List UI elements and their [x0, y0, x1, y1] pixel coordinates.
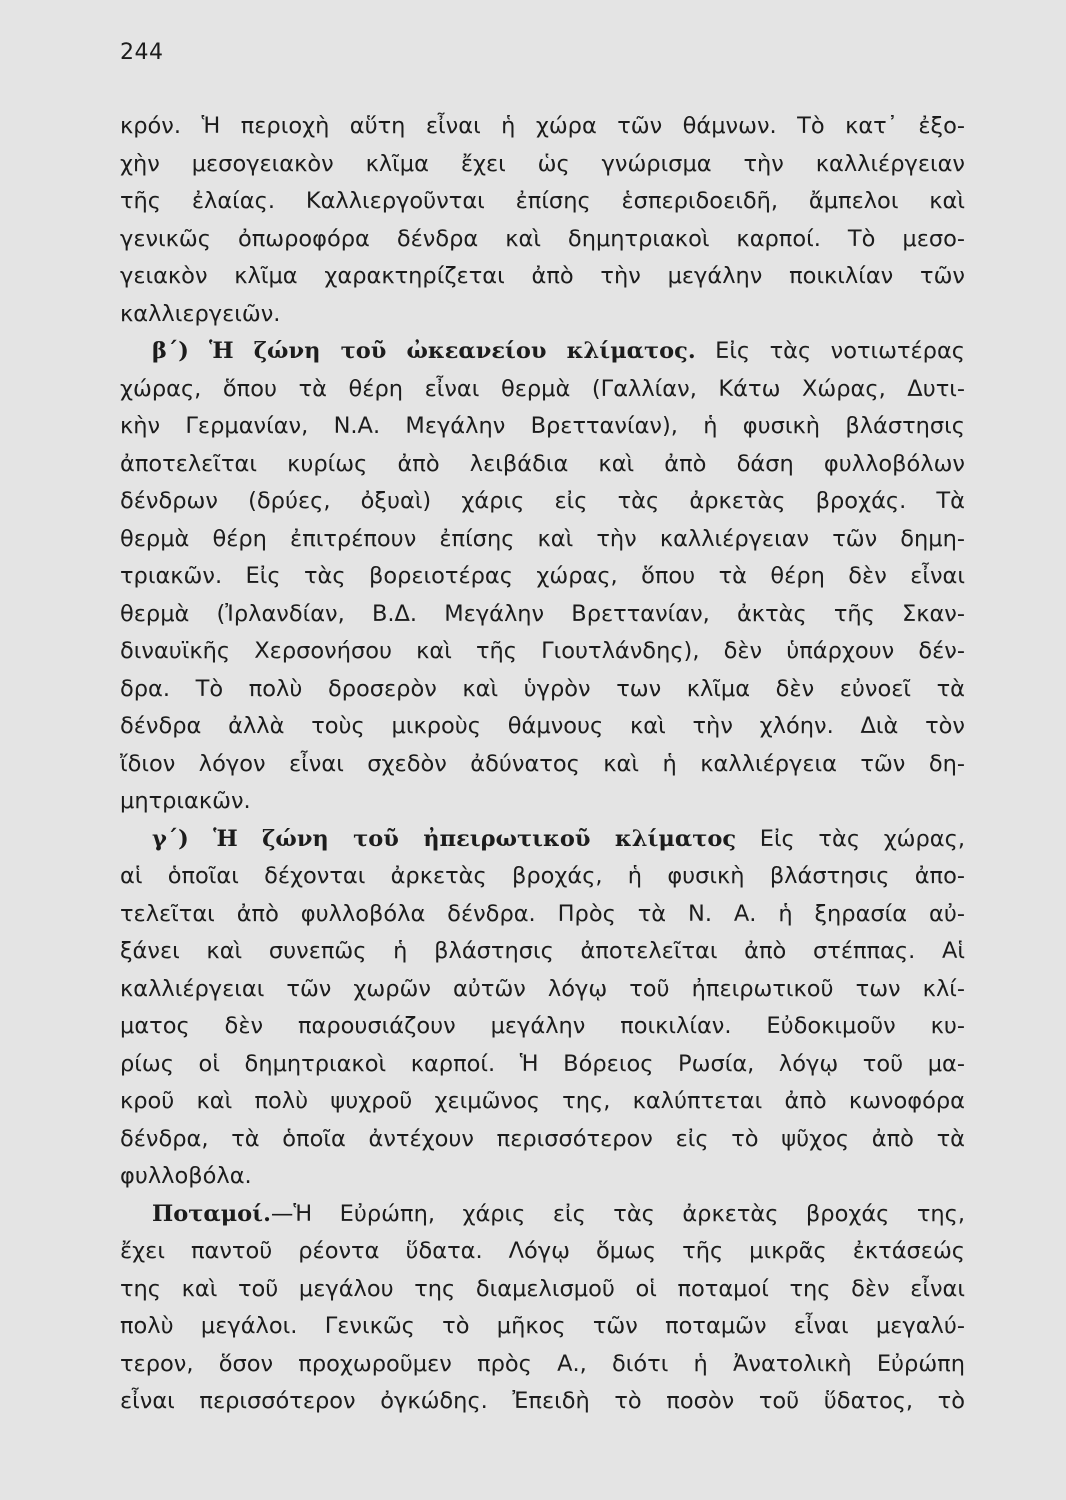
text-line: τελεῖται ἀπὸ φυλλοβόλα δένδρα. Πρὸς τὰ Ν. Α. ἡ ξηρασία αὐ- — [120, 900, 965, 927]
section-heading-rivers: Ποταμοί. — [152, 1200, 271, 1227]
text-line: δρα. Τὸ πολὺ δροσερὸν καὶ ὑγρὸν των κλῖμα δὲν εὐνοεῖ τὰ — [120, 675, 965, 702]
text-line: φυλλοβόλα. — [120, 1163, 252, 1189]
text-line: ρίως οἱ δημητριακοὶ καρποί. Ἡ Βόρειος Ρωσία, λόγῳ τοῦ μα- — [120, 1050, 965, 1077]
text-line: κροῦ καὶ πολὺ ψυχροῦ χειμῶνος της, καλύπτεται ἀπὸ κωνοφόρα — [120, 1088, 965, 1114]
text-line: τριακῶν. Εἰς τὰς βορειοτέρας χώρας, ὅπου τὰ θέρη δὲν εἶναι — [120, 563, 965, 589]
text-line: ξάνει καὶ συνεπῶς ἡ βλάστησις ἀποτελεῖται ἀπὸ στέππας. Αἱ — [120, 938, 965, 964]
text-line: πολὺ μεγάλοι. Γενικῶς τὸ μῆκος τῶν ποταμῶν εἶναι μεγαλύ- — [120, 1313, 965, 1339]
text-line: καλλιεργειῶν. — [120, 300, 281, 327]
text-line: μητριακῶν. — [120, 788, 251, 814]
text-line: κρόν. Ἡ περιοχὴ αὕτη εἶναι ἡ χώρα τῶν θάμνων. Τὸ κατ᾽ ἐξο- — [120, 113, 965, 139]
text-line: χὴν μεσογειακὸν κλῖμα ἔχει ὡς γνώρισμα τὴν καλλιέργειαν — [120, 150, 965, 177]
body-text — [120, 108, 965, 1421]
section-heading-oceanic-climate: β΄) Ἡ ζώνη τοῦ ὠκεανείου κλίματος. — [152, 338, 696, 364]
text-line: διναυϊκῆς Χερσονήσου καὶ τῆς Γιουτλάνδης), δὲν ὑπάρχουν δέν- — [120, 638, 965, 664]
text-line: δένδρων (δρύες, ὀξυαὶ) χάρις εἰς τὰς ἀρκετὰς βροχάς. Τὰ — [120, 488, 965, 514]
text-line: χώρας, ὅπου τὰ θέρη εἶναι θερμὰ (Γαλλίαν, Κάτω Χώρας, Δυτι- — [120, 375, 965, 402]
text-line: γενικῶς ὀπωροφόρα δένδρα καὶ δημητριακοὶ καρποί. Τὸ μεσο- — [120, 225, 965, 252]
text-line: δένδρα ἀλλὰ τοὺς μικροὺς θάμνους καὶ τὴν χλόην. Διὰ τὸν — [120, 713, 965, 739]
text-line: γειακὸν κλῖμα χαρακτηρίζεται ἀπὸ τὴν μεγάλην ποικιλίαν τῶν — [120, 263, 965, 289]
section-heading-line: γ΄) Ἡ ζώνη τοῦ ἠπειρωτικοῦ κλίματος Εἰς τὰς χώρας, — [152, 825, 965, 852]
text-line: δένδρα, τὰ ὁποῖα ἀντέχουν περισσότερον εἰς τὸ ψῦχος ἀπὸ τὰ — [120, 1125, 965, 1152]
text-line: ἴδιον λόγον εἶναι σχεδὸν ἀδύνατος καὶ ἡ καλλιέργεια τῶν δη- — [120, 750, 965, 777]
page-number: 244 — [120, 40, 164, 65]
text-line: εἶναι περισσότερον ὀγκώδης. Ἐπειδὴ τὸ ποσὸν τοῦ ὕδατος, τὸ — [120, 1388, 965, 1414]
text-line: τερον, ὅσον προχωροῦμεν πρὸς Α., διότι ἡ Ἀνατολικὴ Εὐρώπη — [120, 1350, 965, 1377]
section-heading-line: β΄) Ἡ ζώνη τοῦ ὠκεανείου κλίματος. Εἰς τὰς νοτιωτέρας — [152, 338, 965, 364]
text-line: ματος δὲν παρουσιάζουν μεγάλην ποικιλίαν. Εὐδοκιμοῦν κυ- — [120, 1013, 965, 1039]
section-heading-continental-climate: γ΄) Ἡ ζώνη τοῦ ἠπειρωτικοῦ κλίματος — [152, 825, 737, 852]
section-heading-line: Ποταμοί.—Ἡ Εὐρώπη, χάρις εἰς τὰς ἀρκετὰς βροχάς της, — [152, 1200, 965, 1227]
text-line: θερμὰ (Ἰρλανδίαν, Β.Δ. Μεγάλην Βρεττανίαν, ἀκτὰς τῆς Σκαν- — [120, 600, 965, 627]
text-line: αἱ ὁποῖαι δέχονται ἀρκετὰς βροχάς, ἡ φυσικὴ βλάστησις ἀπο- — [120, 863, 965, 889]
text-line: ἀποτελεῖται κυρίως ἀπὸ λειβάδια καὶ ἀπὸ δάση φυλλοβόλων — [120, 450, 965, 477]
text-line: κὴν Γερμανίαν, Ν.Α. Μεγάλην Βρεττανίαν), ἡ φυσικὴ βλάστησις — [120, 413, 965, 439]
text-line: θερμὰ θέρη ἐπιτρέπουν ἐπίσης καὶ τὴν καλλιέργειαν τῶν δημη- — [120, 525, 965, 552]
text-line: καλλιέργειαι τῶν χωρῶν αὐτῶν λόγῳ τοῦ ἠπειρωτικοῦ των κλί- — [120, 975, 965, 1002]
text-line: της καὶ τοῦ μεγάλου της διαμελισμοῦ οἱ ποταμοί της δὲν εἶναι — [120, 1275, 965, 1302]
text-line: τῆς ἐλαίας. Καλλιεργοῦνται ἐπίσης ἑσπεριδοειδῆ, ἄμπελοι καὶ — [120, 188, 965, 214]
text-line: ἔχει παντοῦ ρέοντα ὕδατα. Λόγῳ ὅμως τῆς μικρᾶς ἐκτάσεώς — [120, 1238, 965, 1264]
